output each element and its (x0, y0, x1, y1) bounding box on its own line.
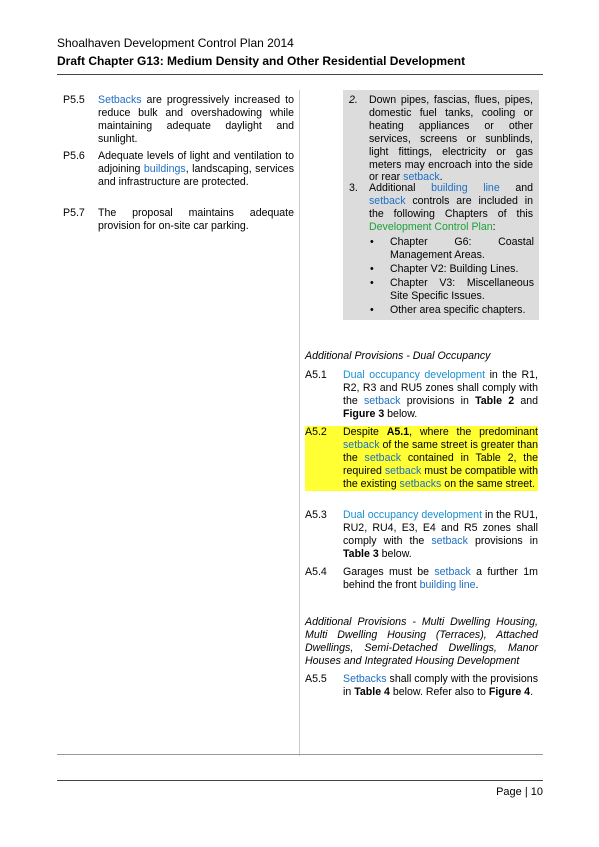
provision-a5-4 (305, 566, 538, 592)
provision-text-part: a further 1m behind the front (343, 566, 538, 591)
building-line-term: building line (419, 578, 476, 591)
note-3 (349, 182, 533, 234)
provision-text-part: below. (378, 547, 412, 560)
provision-p5-5 (63, 94, 294, 146)
dcp-term: Development Control Plan (369, 220, 493, 233)
provision-text-part: must be compatible with the existing (343, 464, 538, 490)
provision-text (98, 150, 294, 189)
note-text-part: Down pipes, fascias, flues, pipes, domestic fuel tanks, cooling or heating appliances or other services, screens or sunblinds, light fittings, electricity or gas meters may encroach into the side or rear (369, 94, 533, 184)
dual-occupancy-term: Dual occupancy development (343, 369, 486, 381)
bullet-text: Chapter G6: Coastal Management Areas. (390, 236, 534, 261)
provision-text (343, 369, 538, 421)
footer-rule (57, 780, 543, 781)
provision-a5-5 (305, 673, 538, 699)
provision-text: The proposal maintains adequate provision for on-site car parking. (98, 207, 294, 232)
provision-number: A5.4 (305, 566, 327, 578)
bullet-item (370, 236, 534, 262)
note-text-part: controls are included in the following Chapters of this (369, 194, 533, 220)
note-number: 2. (349, 94, 358, 106)
setback-term: setback (343, 438, 380, 451)
setback-term: setback (369, 194, 406, 207)
chapter-title: Draft Chapter G13: Medium Density and Other Residential Development (57, 54, 466, 68)
provision-text-part: provisions in (467, 534, 538, 547)
provision-text-part: contained in Table 2, the required (343, 451, 538, 477)
setbacks-term: Setbacks (98, 94, 142, 106)
setback-term: setback (384, 464, 422, 477)
provision-number: A5.2 (305, 426, 327, 438)
setbacks-term: Setbacks (343, 673, 387, 685)
bullet-item (370, 304, 534, 317)
provision-text-part: provisions in (400, 394, 476, 407)
bullet-icon: • (370, 236, 374, 248)
provision-p5-6 (63, 150, 294, 189)
provision-text-part: of the same street is greater than the (343, 438, 538, 464)
bullet-text: Other area specific chapters. (390, 304, 526, 316)
provision-number: A5.3 (305, 509, 327, 521)
provision-text-part: , where the predominant (409, 426, 538, 438)
multi-dwelling-heading: Additional Provisions - Multi Dwelling Housing, Multi Dwelling Housing (Terraces), Attached Dwellings, Semi-Detached Dwellings, Manor Houses and Integrated Housing Development (305, 616, 538, 667)
provision-text-part: . (475, 578, 479, 591)
provision-text-part: and (514, 394, 538, 407)
provision-text-part: Despite (343, 426, 387, 438)
bullet-item (370, 263, 534, 276)
dual-occupancy-heading: Additional Provisions - Dual Occupancy (305, 350, 491, 362)
provision-text (343, 509, 538, 561)
setback-term: setback (363, 394, 401, 407)
figure-ref: Figure 3 (343, 407, 385, 420)
provision-text-part: below. (384, 407, 418, 420)
page-number: Page | 10 (496, 786, 543, 798)
note-2 (349, 94, 533, 184)
provision-p5-7 (63, 207, 294, 233)
provision-text-part: in the R1, R2, R3 and RU5 zones shall comply with the (343, 369, 538, 407)
provision-text-part: Garages must be (343, 566, 435, 578)
provision-text-part: , landscaping, services and infrastructure are protected. (98, 162, 294, 188)
buildings-term: buildings (143, 162, 186, 175)
figure-ref: Figure 4 (488, 685, 531, 698)
table-bottom-rule (57, 754, 543, 755)
header-rule (57, 74, 543, 75)
setback-term: setback (403, 171, 440, 184)
column-divider (299, 90, 300, 756)
setbacks-term: setbacks (399, 477, 442, 490)
clause-ref: A5.1 (386, 426, 410, 438)
note-text (369, 94, 533, 184)
building-line-term: building line (431, 182, 500, 194)
provision-text-part: in the RU1, RU2, RU4, E3, E4 and R5 zones shall comply with the (343, 509, 538, 547)
provision-number: P5.6 (63, 150, 85, 162)
table-ref: Table 2 (475, 394, 515, 407)
provision-number: A5.5 (305, 673, 327, 685)
setback-term: setback (364, 451, 402, 464)
provision-number: P5.7 (63, 207, 85, 219)
provision-a5-2 (305, 426, 538, 491)
bullet-icon: • (370, 277, 374, 289)
bullet-text: Chapter V3: Miscellaneous Site Specific Issues. (390, 277, 534, 302)
provision-text (343, 426, 538, 491)
note-text-part: and (499, 182, 533, 194)
note-text (369, 182, 533, 234)
dual-occupancy-term: Dual occupancy development (343, 509, 483, 521)
setback-term: setback (431, 534, 468, 547)
provision-text (98, 94, 294, 146)
note-number: 3. (349, 182, 358, 194)
note-text-part: . (439, 171, 443, 184)
provision-text (343, 673, 538, 699)
provision-text-part: are progressively increased to reduce bulk and overshadowing while maintaining adequate daylight and sunlight. (98, 94, 294, 145)
bullet-icon: • (370, 304, 374, 316)
provision-text-part: shall comply with the provisions in (343, 673, 538, 698)
provision-text-part: below. Refer also to (389, 685, 489, 698)
provision-number: P5.5 (63, 94, 85, 106)
bullet-text: Chapter V2: Building Lines. (390, 263, 519, 275)
document-title: Shoalhaven Development Control Plan 2014 (57, 36, 294, 50)
provision-a5-3 (305, 509, 538, 561)
provision-a5-1 (305, 369, 538, 421)
provision-text-part: Adequate levels of light and ventilation to adjoining (98, 150, 294, 175)
table-ref: Table 4 (354, 685, 390, 698)
provision-text-part: . (530, 685, 534, 698)
provision-number: A5.1 (305, 369, 327, 381)
bullet-icon: • (370, 263, 374, 275)
setback-term: setback (434, 566, 471, 578)
provision-text-part: on the same street. (441, 477, 535, 490)
provision-text (343, 566, 538, 592)
note-text-part: : (492, 220, 496, 233)
table-ref: Table 3 (343, 547, 379, 560)
bullet-item (370, 277, 534, 303)
note-text-part: Additional (369, 182, 432, 194)
